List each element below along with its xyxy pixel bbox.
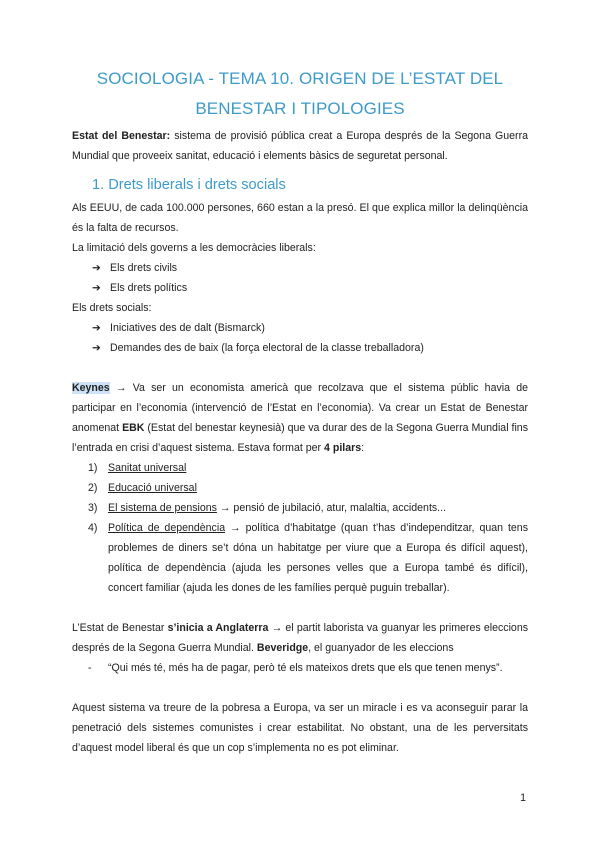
arrow-icon: ➔ bbox=[92, 282, 101, 294]
intro-text: sistema de provisió pública creat a Europa després de la Segona Guerra Mundial que proveeix sanitat, educació i elements bàsics de seguretat personal. bbox=[72, 130, 528, 162]
keynes-paragraph: Keynes → Va ser un economista americà que recolzava que el sistema públic havia de participar en l’economia (intervenció de l’Estat en l’economia). Va crear un Estat de Benestar anomenat EBK (Estat del benestar keynesià) que va durar des de la Segona Guerra Mundial fins l’entrada en crisi d’aquest sistema. Estava format per 4 pilars: bbox=[72, 382, 528, 454]
section-1-heading bbox=[92, 174, 528, 196]
arrow-icon: ➔ bbox=[92, 262, 101, 274]
pillar-label: Educació universal bbox=[108, 482, 197, 494]
dash-bullet: - bbox=[88, 662, 92, 674]
pillar-label: Política de dependència bbox=[108, 522, 226, 534]
arrow-icon: ➔ bbox=[92, 322, 101, 334]
document-page bbox=[72, 64, 528, 758]
title-line-2: BENESTAR I TIPOLOGIES bbox=[195, 99, 405, 118]
list-item: 2) Educació universal bbox=[88, 482, 197, 494]
pillar-label: El sistema de pensions bbox=[108, 502, 217, 514]
list-item bbox=[88, 658, 528, 678]
list-item: ➔ Iniciatives des de dalt (Bismarck) bbox=[92, 318, 528, 338]
section-1-title: Drets liberals i drets socials bbox=[108, 177, 286, 193]
section-1-number: 1. bbox=[92, 177, 105, 193]
section-1-paragraph-1: Als EEUU, de cada 100.000 persones, 660 estan a la presó. El que explica millor la delinqüència és la falta de recursos. bbox=[72, 202, 528, 234]
document-title bbox=[72, 64, 528, 124]
closing-paragraph: Aquest sistema va treure de la pobresa a Europa, va ser un miracle i es va aconseguir parar la penetració dels sistemes comunistes i crear estabilitat. No obstant, una de les perversitats d’aquest model liberal és que un cop s’implementa no es pot eliminar. bbox=[72, 702, 528, 754]
pillars-list bbox=[72, 458, 528, 598]
keynes-name: Keynes bbox=[72, 382, 110, 394]
section-1-paragraph-2: La limitació dels governs a les democràcies liberals: bbox=[72, 242, 316, 254]
page-number: 1 bbox=[520, 792, 526, 804]
arrow-icon: ➔ bbox=[92, 342, 101, 354]
section-1-paragraph-3: Els drets socials: bbox=[72, 302, 152, 314]
liberal-rights-list bbox=[72, 258, 528, 298]
list-item: 4) Política de dependència → política d’habitatge (quan t’has d’independitzar, quan tens problemes de diners se’t dóna un habitatge per viure que a Europa és difícil aquest), política de dependència (ajuda les persones velles que a Europa també és difícil), concert familiar (ajuda les dones de les famílies perquè puguin treballar). bbox=[88, 522, 528, 594]
pillar-label: Sanitat universal bbox=[108, 462, 187, 474]
list-item: ➔ Els drets polítics bbox=[92, 278, 528, 298]
quote-list bbox=[72, 658, 528, 678]
beveridge-quote: “Qui més té, més ha de pagar, però té els mateixos drets que els que tenen menys”. bbox=[108, 662, 503, 674]
list-item: ➔ Demandes des de baix (la força electoral de la classe treballadora) bbox=[92, 338, 528, 358]
social-rights-list bbox=[72, 318, 528, 358]
england-paragraph: L’Estat de Benestar s’inicia a Anglaterra → el partit laborista va guanyar les primeres eleccions després de la Segona Guerra Mundial. Beveridge, el guanyador de les eleccions bbox=[72, 622, 529, 654]
list-item: 3) El sistema de pensions → pensió de jubilació, atur, malaltia, accidents... bbox=[88, 502, 447, 514]
pilars-term: 4 pilars bbox=[324, 442, 362, 454]
list-item: ➔ Els drets civils bbox=[92, 258, 528, 278]
intro-paragraph bbox=[72, 126, 528, 166]
list-item: 1) Sanitat universal bbox=[88, 462, 187, 474]
ebk-term: EBK bbox=[122, 422, 145, 434]
intro-term: Estat del Benestar: bbox=[72, 130, 171, 142]
title-line-1: SOCIOLOGIA - TEMA 10. ORIGEN DE L’ESTAT DEL bbox=[96, 69, 504, 88]
